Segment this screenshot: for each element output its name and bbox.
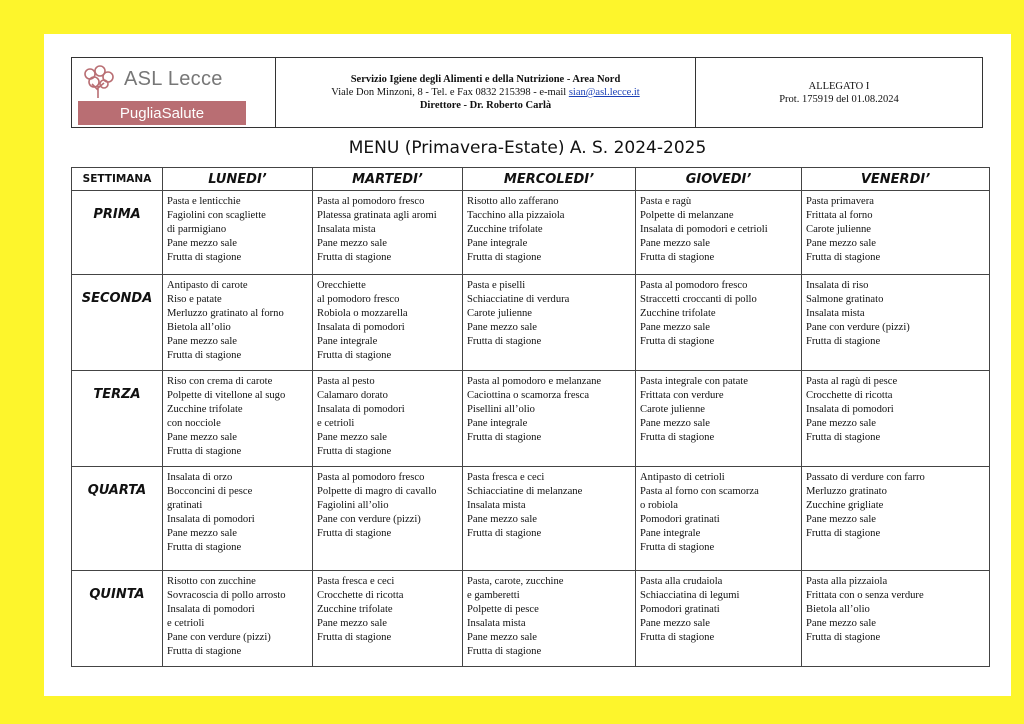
- menu-item: Tacchino alla pizzaiola: [467, 210, 565, 222]
- menu-item: Pane con verdure (pizzi): [317, 514, 421, 526]
- menu-item: Polpette di vitellone al sugo: [167, 390, 286, 402]
- menu-item: Frutta di stagione: [167, 446, 242, 458]
- menu-item: Pane integrale: [317, 336, 378, 348]
- menu-item: Schiacciatina di legumi: [640, 590, 740, 602]
- menu-item: Frutta di stagione: [167, 252, 242, 264]
- menu-item: Pane mezzo sale: [317, 618, 388, 630]
- menu-item: Pasta al pomodoro e melanzane: [467, 376, 602, 387]
- menu-item: Zucchine grigliate: [806, 500, 884, 512]
- menu-item: e cetrioli: [317, 418, 355, 430]
- menu-item: Pasta e piselli: [467, 280, 526, 291]
- menu-item: Bietola all’olio: [806, 604, 870, 616]
- menu-item: Zucchine trifolate: [640, 308, 716, 320]
- menu-item: Orecchiette: [317, 280, 366, 291]
- menu-item: Insalata mista: [467, 500, 526, 512]
- menu-cell: [802, 191, 990, 275]
- menu-item: Pisellini all’olio: [467, 404, 535, 416]
- menu-item: Insalata di pomodori: [167, 514, 255, 526]
- menu-item: Bocconcini di pesce: [167, 486, 253, 498]
- table-row: [72, 371, 990, 467]
- menu-item: Frutta di stagione: [640, 632, 715, 644]
- menu-cell: [463, 571, 636, 667]
- service-name: Servizio Igiene degli Alimenti e della Nutrizione - Area Nord: [350, 74, 621, 85]
- menu-item: Sovracoscia di pollo arrosto: [167, 590, 286, 602]
- table-row: [72, 467, 990, 571]
- menu-item: Pasta alla pizzaiola: [806, 576, 888, 587]
- menu-cell: [802, 275, 990, 371]
- menu-item: Pasta primavera: [806, 196, 874, 207]
- menu-item: Zucchine trifolate: [167, 404, 243, 416]
- menu-cell: [163, 191, 313, 275]
- service-info: [276, 58, 696, 127]
- menu-cell: [163, 571, 313, 667]
- menu-item: Polpette di magro di cavallo: [317, 486, 437, 498]
- menu-item: Fagiolini con scagliette: [167, 210, 266, 222]
- menu-item: Pasta al pesto: [317, 376, 375, 387]
- menu-item: Pane con verdure (pizzi): [806, 322, 910, 334]
- director: Direttore - Dr. Roberto Carlà: [419, 100, 552, 111]
- asl-logo: [72, 58, 276, 127]
- menu-item: Pane mezzo sale: [167, 336, 238, 348]
- week-label: SECONDA: [72, 275, 163, 371]
- menu-item: Pasta al forno con scamorza: [640, 486, 759, 498]
- menu-item: Pasta e ragù: [640, 196, 692, 207]
- menu-item: Bietola all’olio: [167, 322, 231, 334]
- menu-cell: [313, 371, 463, 467]
- menu-item: Pane mezzo sale: [467, 632, 538, 644]
- menu-cell: [463, 191, 636, 275]
- menu-item: Carote julienne: [640, 404, 706, 416]
- menu-item: Pasta fresca e ceci: [317, 576, 395, 587]
- menu-item: Frittata al forno: [806, 210, 873, 222]
- menu-item: Frutta di stagione: [167, 350, 242, 362]
- menu-cell: [636, 191, 802, 275]
- menu-item: Pane mezzo sale: [806, 418, 877, 430]
- week-column-header: SETTIMANA: [72, 168, 163, 191]
- menu-item: Schiacciatine di verdura: [467, 294, 570, 306]
- day-header: LUNEDI’: [163, 168, 313, 191]
- day-header: VENERDI’: [802, 168, 990, 191]
- menu-item: Frutta di stagione: [317, 446, 392, 458]
- menu-item: Risotto con zucchine: [167, 576, 256, 587]
- menu-item: Pasta al ragù di pesce: [806, 376, 898, 387]
- menu-item: Pasta al pomodoro fresco: [317, 472, 425, 483]
- menu-item: Riso e patate: [167, 294, 222, 306]
- table-header-row: [72, 168, 990, 191]
- letterhead: [71, 57, 983, 128]
- menu-item: Pasta e lenticchie: [167, 196, 241, 207]
- menu-item: Calamaro dorato: [317, 390, 388, 402]
- menu-item: Zucchine trifolate: [467, 224, 543, 236]
- menu-cell: [463, 371, 636, 467]
- menu-item: e cetrioli: [167, 618, 205, 630]
- menu-item: Pane mezzo sale: [640, 322, 711, 334]
- menu-item: Riso con crema di carote: [167, 376, 273, 387]
- menu-item: o robiola: [640, 500, 678, 512]
- allegato-box: [696, 58, 982, 127]
- menu-item: Pane con verdure (pizzi): [167, 632, 271, 644]
- menu-item: Insalata di pomodori: [317, 322, 405, 334]
- menu-item: Platessa gratinata agli aromi: [317, 210, 437, 222]
- menu-item: Frutta di stagione: [640, 432, 715, 444]
- menu-item: Polpette di pesce: [467, 604, 539, 616]
- service-address: Viale Don Minzoni, 8 - Tel. e Fax 0832 215398 - e-mail: [331, 87, 567, 98]
- menu-cell: [802, 371, 990, 467]
- menu-item: Pane mezzo sale: [806, 514, 877, 526]
- menu-item: Straccetti croccanti di pollo: [640, 294, 757, 306]
- menu-item: Pane mezzo sale: [467, 514, 538, 526]
- menu-item: Pane integrale: [467, 238, 528, 250]
- menu-item: al pomodoro fresco: [317, 294, 400, 306]
- menu-item: Insalata di pomodori: [806, 404, 894, 416]
- menu-cell: [636, 275, 802, 371]
- menu-item: Frutta di stagione: [640, 252, 715, 264]
- menu-item: Frutta di stagione: [640, 542, 715, 554]
- menu-item: Pomodori gratinati: [640, 604, 720, 616]
- menu-cell: [463, 275, 636, 371]
- menu-item: Insalata di pomodori e cetrioli: [640, 224, 768, 236]
- menu-cell: [636, 371, 802, 467]
- menu-item: Pane mezzo sale: [806, 238, 877, 250]
- menu-item: Pasta alla crudaiola: [640, 576, 723, 587]
- menu-item: Pane mezzo sale: [806, 618, 877, 630]
- menu-item: Fagiolini all’olio: [317, 500, 389, 512]
- table-row: [72, 191, 990, 275]
- table-row: [72, 275, 990, 371]
- day-header: GIOVEDI’: [636, 168, 802, 191]
- logo-puglia-salute: PugliaSalute: [78, 101, 246, 125]
- menu-item: Frittata con o senza verdure: [806, 590, 924, 602]
- menu-item: Passato di verdure con farro: [806, 472, 925, 483]
- menu-item: Pane mezzo sale: [317, 238, 388, 250]
- menu-item: Pane mezzo sale: [317, 432, 388, 444]
- menu-cell: [163, 371, 313, 467]
- logo-asl-text: ASL Lecce: [124, 68, 223, 90]
- menu-cell: [636, 467, 802, 571]
- menu-item: Insalata di orzo: [167, 472, 233, 483]
- week-label: QUARTA: [72, 467, 163, 571]
- menu-item: Pane mezzo sale: [467, 322, 538, 334]
- menu-item: Frutta di stagione: [167, 646, 242, 658]
- menu-item: Pane mezzo sale: [167, 432, 238, 444]
- menu-item: Zucchine trifolate: [317, 604, 393, 616]
- protocol-number: Prot. 175919 del 01.08.2024: [779, 93, 899, 105]
- menu-item: Frutta di stagione: [806, 632, 881, 644]
- menu-cell: [313, 571, 463, 667]
- week-label: TERZA: [72, 371, 163, 467]
- allegato-label: ALLEGATO I: [808, 80, 870, 92]
- menu-title: MENU (Primavera-Estate) A. S. 2024-2025: [348, 138, 707, 158]
- menu-item: Insalata mista: [467, 618, 526, 630]
- email-link[interactable]: sian@asl.lecce.it: [568, 87, 640, 98]
- menu-item: Crocchette di ricotta: [806, 390, 893, 402]
- menu-item: Pane integrale: [467, 418, 528, 430]
- menu-item: Frutta di stagione: [806, 252, 881, 264]
- menu-cell: [313, 275, 463, 371]
- menu-item: Carote julienne: [806, 224, 872, 236]
- menu-item: Merluzzo gratinato: [806, 486, 887, 498]
- menu-item: Frutta di stagione: [640, 336, 715, 348]
- menu-item: Insalata mista: [317, 224, 376, 236]
- service-address-line: [331, 86, 639, 99]
- menu-item: di parmigiano: [167, 224, 227, 236]
- menu-item: Frutta di stagione: [317, 350, 392, 362]
- menu-item: Risotto allo zafferano: [467, 196, 559, 207]
- menu-item: Antipasto di cetrioli: [640, 472, 725, 483]
- menu-item: Frittata con verdure: [640, 390, 724, 402]
- document-page: [44, 34, 1011, 696]
- menu-cell: [802, 571, 990, 667]
- menu-item: Robiola o mozzarella: [317, 308, 408, 320]
- menu-item: Frutta di stagione: [467, 646, 542, 658]
- menu-item: Frutta di stagione: [806, 336, 881, 348]
- menu-item: Pane mezzo sale: [640, 618, 711, 630]
- menu-item: Merluzzo gratinato al forno: [167, 308, 284, 320]
- menu-cell: [313, 467, 463, 571]
- menu-item: Pane mezzo sale: [640, 418, 711, 430]
- menu-item: Pomodori gratinati: [640, 514, 720, 526]
- menu-cell: [463, 467, 636, 571]
- menu-item: Frutta di stagione: [167, 542, 242, 554]
- menu-item: Frutta di stagione: [806, 432, 881, 444]
- menu-cell: [802, 467, 990, 571]
- menu-item: Frutta di stagione: [467, 432, 542, 444]
- menu-item: Polpette di melanzane: [640, 210, 734, 222]
- menu-item: gratinati: [167, 500, 203, 512]
- menu-item: Insalata mista: [806, 308, 865, 320]
- menu-item: Insalata di riso: [806, 280, 869, 291]
- menu-item: Frutta di stagione: [467, 252, 542, 264]
- menu-table: [71, 167, 990, 667]
- menu-item: Insalata di pomodori: [167, 604, 255, 616]
- menu-item: Pasta fresca e ceci: [467, 472, 545, 483]
- menu-cell: [636, 571, 802, 667]
- menu-item: Frutta di stagione: [317, 252, 392, 264]
- day-header: MARTEDI’: [313, 168, 463, 191]
- menu-cell: [313, 191, 463, 275]
- menu-item: con nocciole: [167, 418, 221, 430]
- menu-item: e gamberetti: [467, 590, 520, 602]
- menu-item: Frutta di stagione: [467, 336, 542, 348]
- menu-item: Pane mezzo sale: [167, 238, 238, 250]
- menu-item: Crocchette di ricotta: [317, 590, 404, 602]
- menu-item: Frutta di stagione: [467, 528, 542, 540]
- menu-cell: [163, 275, 313, 371]
- menu-item: Pane integrale: [640, 528, 701, 540]
- week-label: PRIMA: [72, 191, 163, 275]
- menu-item: Pasta al pomodoro fresco: [640, 280, 748, 291]
- menu-item: Caciottina o scamorza fresca: [467, 390, 590, 402]
- table-row: [72, 571, 990, 667]
- menu-item: Frutta di stagione: [317, 528, 392, 540]
- menu-item: Antipasto di carote: [167, 280, 248, 291]
- menu-item: Insalata di pomodori: [317, 404, 405, 416]
- menu-item: Pane mezzo sale: [167, 528, 238, 540]
- tree-logo-icon: [80, 64, 116, 100]
- menu-item: Frutta di stagione: [317, 632, 392, 644]
- menu-item: Pasta integrale con patate: [640, 376, 748, 387]
- menu-cell: [163, 467, 313, 571]
- menu-item: Carote julienne: [467, 308, 533, 320]
- menu-item: Pasta al pomodoro fresco: [317, 196, 425, 207]
- menu-item: Pasta, carote, zucchine: [467, 576, 564, 587]
- menu-item: Schiacciatine di melanzane: [467, 486, 583, 498]
- menu-item: Salmone gratinato: [806, 294, 884, 306]
- menu-item: Frutta di stagione: [806, 528, 881, 540]
- menu-item: Pane mezzo sale: [640, 238, 711, 250]
- week-label: QUINTA: [72, 571, 163, 667]
- day-header: MERCOLEDI’: [463, 168, 636, 191]
